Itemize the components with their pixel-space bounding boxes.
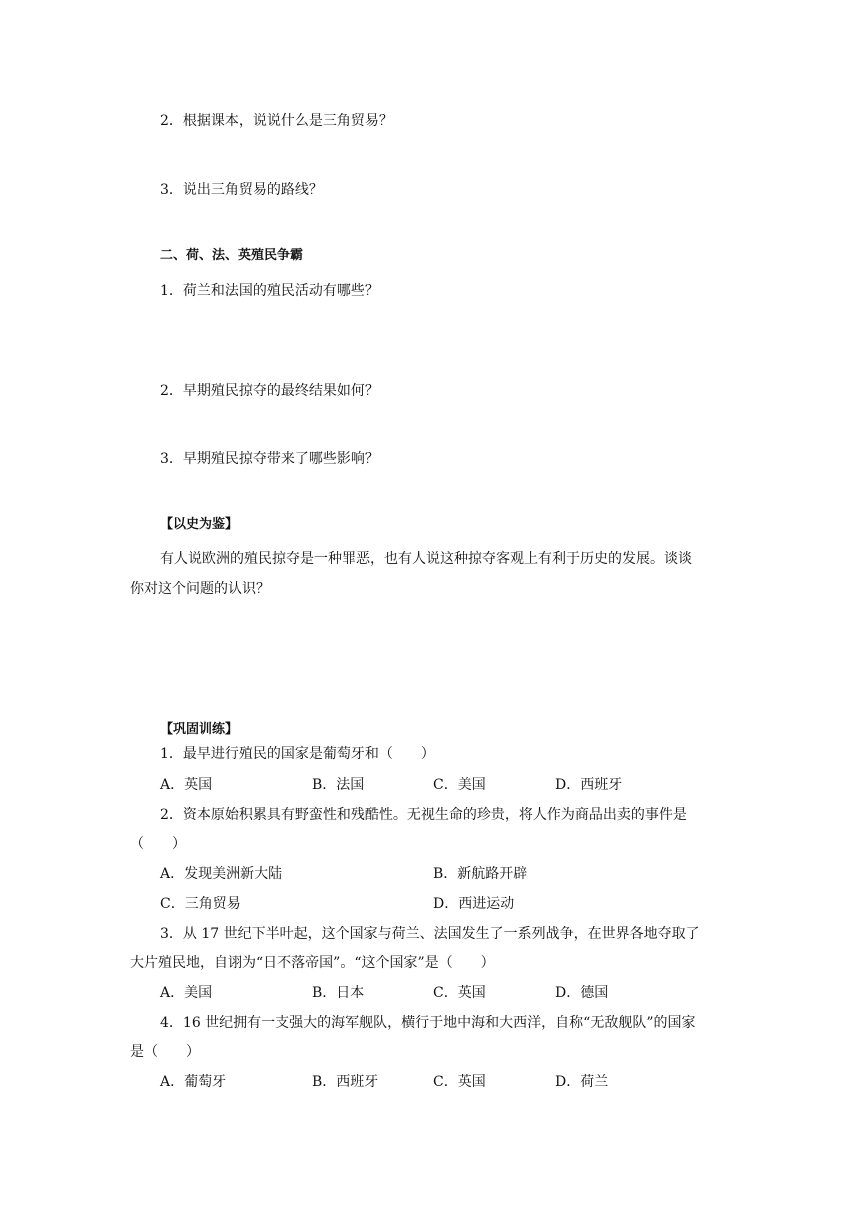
practice-question-1: 1．最早进行殖民的国家是葡萄牙和（ ） [160, 746, 435, 762]
section2-question-2: 2．早期殖民掠夺的最终结果如何？ [160, 383, 379, 399]
practice-question-2-line-2: （ ） [130, 836, 186, 852]
practice-q2-option-a: A．发现美洲新大陆 [160, 866, 283, 882]
practice-question-3-line-2: 大片殖民地，自诩为“日不落帝国”。“这个国家”是（ ） [130, 955, 495, 971]
practice-question-4-line-2: 是（ ） [130, 1044, 200, 1060]
practice-q2-option-b: B．新航路开辟 [433, 866, 528, 882]
question-3-trade-route: 3．说出三角贸易的路线？ [160, 182, 323, 198]
practice-heading: 【巩固训练】 [160, 722, 239, 737]
question-2-three-triangle-trade: 2．根据课本，说说什么是三角贸易？ [160, 113, 393, 129]
practice-q4-option-a: A．葡萄牙 [160, 1074, 227, 1090]
practice-q1-option-c: C．美国 [433, 777, 486, 793]
practice-q3-option-b: B．日本 [312, 985, 365, 1001]
section2-question-3: 3．早期殖民掠夺带来了哪些影响？ [160, 451, 379, 467]
practice-q1-option-d: D．西班牙 [555, 777, 623, 793]
practice-question-2-line-1: 2．资本原始积累具有野蛮性和残酷性。无视生命的珍贵，将人作为商品出卖的事件是 [160, 807, 687, 823]
practice-q2-option-d: D．西进运动 [433, 896, 515, 912]
practice-question-3-line-1: 3．从 17 世纪下半叶起，这个国家与荷兰、法国发生了一系列战争，在世界各地夺取了 [160, 926, 700, 942]
practice-q3-option-a: A．美国 [160, 985, 213, 1001]
practice-q4-option-c: C．英国 [433, 1074, 486, 1090]
practice-q3-option-d: D．德国 [555, 985, 609, 1001]
practice-q2-option-c: C．三角贸易 [160, 896, 241, 912]
history-lesson-line-2: 你对这个问题的认识？ [130, 581, 270, 597]
history-lesson-line-1: 有人说欧洲的殖民掠夺是一种罪恶，也有人说这种掠夺客观上有利于历史的发展。谈谈 [160, 551, 692, 567]
practice-q1-option-b: B．法国 [312, 777, 365, 793]
history-lesson-heading: 【以史为鉴】 [160, 517, 239, 532]
practice-question-4-line-1: 4．16 世纪拥有一支强大的海军舰队，横行于地中海和大西洋，自称“无敌舰队”的国家 [160, 1015, 696, 1031]
practice-q4-option-d: D．荷兰 [555, 1074, 609, 1090]
practice-q1-option-a: A．英国 [160, 777, 213, 793]
section-heading-colonial-rivalry: 二、荷、法、英殖民争霸 [160, 248, 304, 263]
practice-q4-option-b: B．西班牙 [312, 1074, 379, 1090]
practice-q3-option-c: C．英国 [433, 985, 486, 1001]
section2-question-1: 1．荷兰和法国的殖民活动有哪些？ [160, 283, 379, 299]
